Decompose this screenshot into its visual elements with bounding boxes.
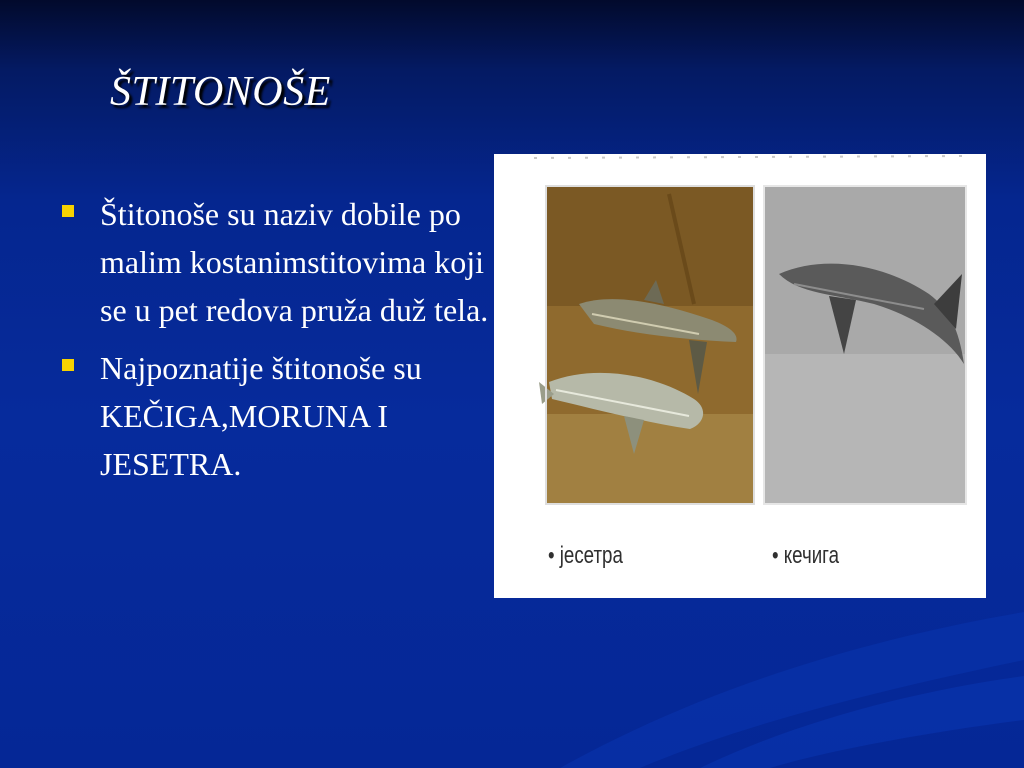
sturgeon-photo bbox=[539, 186, 754, 504]
sterlet-photo bbox=[764, 186, 966, 504]
bullet-text: Najpoznatije štitonoše su KEČIGA,MORUNA I JESETRA. bbox=[100, 350, 422, 482]
bullet-text: Štitonoše su naziv dobile po malim kostanimstitovima koji se u pet redova pruža duž tela. bbox=[100, 196, 489, 328]
slide-title: ŠTITONOŠE bbox=[110, 69, 331, 115]
caption-sterlet: • кечига bbox=[772, 542, 839, 569]
square-bullet-icon bbox=[62, 205, 74, 217]
bullet-item bbox=[62, 344, 502, 488]
square-bullet-icon bbox=[62, 359, 74, 371]
caption-sturgeon: • јесетра bbox=[548, 542, 623, 569]
bullet-list bbox=[62, 190, 502, 498]
fish-photo bbox=[494, 154, 986, 598]
bullet-item bbox=[62, 190, 502, 334]
